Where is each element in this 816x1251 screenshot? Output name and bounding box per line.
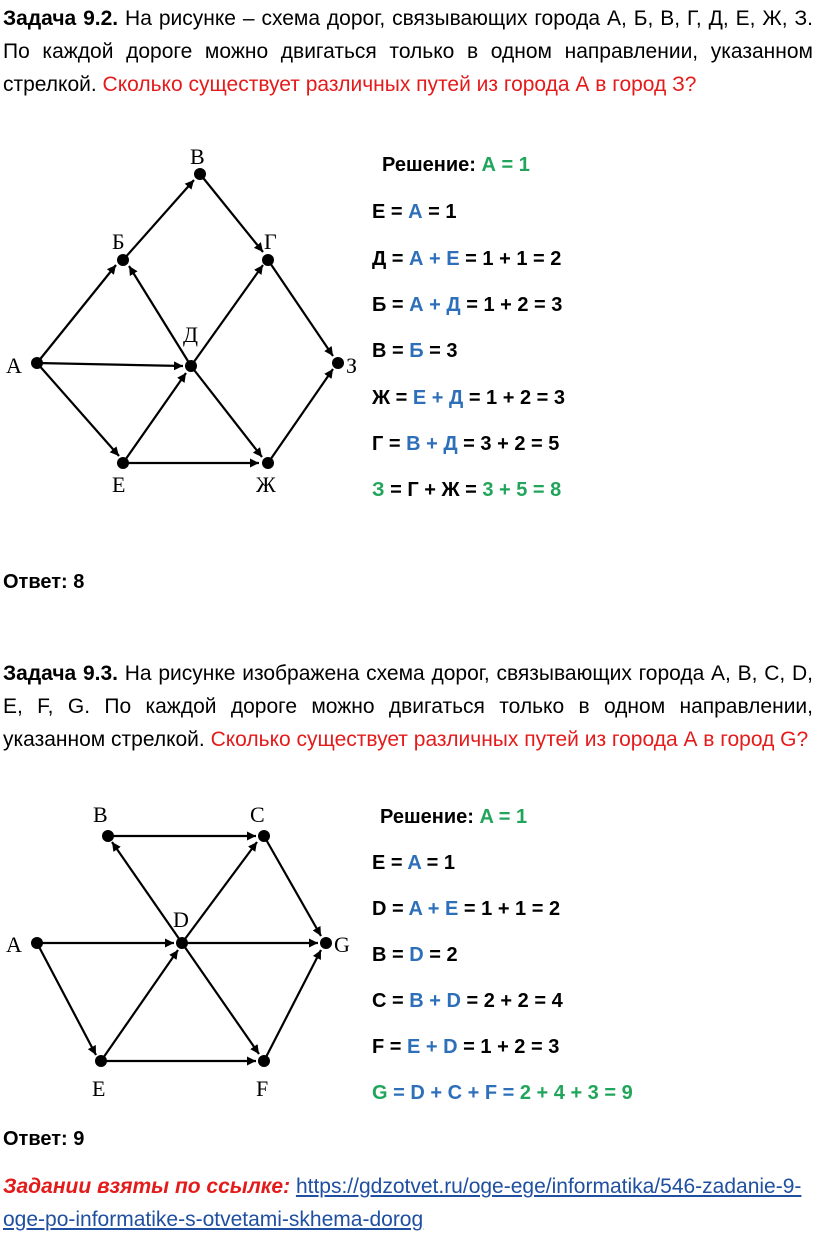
edge-c-g — [264, 836, 321, 936]
source-link[interactable]: https://gdzotvet.ru/oge-ege/informatika/546-zadanie-9-oge-po-informatike-s-otvetami-skhema-dorog — [3, 1175, 802, 1231]
task2-question: Сколько существует различных путей из города А в город G? — [210, 728, 809, 751]
node-e — [95, 1055, 107, 1067]
label-zh: Ж — [256, 472, 276, 497]
task1-step-2: Д = А + Е = 1 + 1 = 2 — [372, 248, 562, 270]
label-z: З — [346, 353, 358, 378]
task1-step-4: В = Б = 3 — [372, 340, 458, 362]
task2-title: Задача 9.3. — [3, 662, 118, 685]
edge-b-v — [123, 180, 194, 260]
task2-step-3: B = D = 2 — [372, 944, 458, 966]
node-a — [31, 357, 43, 369]
task1-solution-header: Решение: А = 1 — [382, 154, 530, 176]
task1-final-step: З = Г + Ж = 3 + 5 = 8 — [372, 479, 562, 501]
node-zh — [262, 457, 274, 469]
task1-answer: Ответ: 8 — [3, 571, 85, 593]
label-g: G — [334, 932, 350, 957]
label-b: Б — [112, 229, 125, 254]
label-a: А — [6, 353, 22, 378]
edge-e-d — [101, 950, 178, 1061]
label-d: Д — [183, 322, 199, 347]
node-a — [31, 937, 43, 949]
node-f — [258, 1055, 270, 1067]
node-b — [102, 830, 114, 842]
label-e: Е — [112, 472, 126, 497]
task1-step-5: Ж = Е + Д = 1 + 2 = 3 — [372, 387, 566, 409]
edge-d-f — [182, 943, 259, 1054]
source-label: Задании взяты по ссылке: — [3, 1175, 296, 1198]
edge-a-b — [37, 265, 116, 363]
edge-zh-z — [268, 369, 333, 463]
label-d: D — [173, 907, 189, 932]
edge-d-b — [129, 266, 191, 366]
node-b — [117, 254, 129, 266]
edge-d-c — [182, 842, 257, 943]
node-c — [258, 830, 270, 842]
task1-step-6: Г = В + Д = 3 + 2 = 5 — [372, 433, 560, 455]
node-z — [332, 357, 344, 369]
task1-title: Задача 9.2. — [3, 7, 119, 30]
node-d — [176, 937, 188, 949]
task2-step-1: E = A = 1 — [372, 852, 456, 874]
task1-step-1: Е = А = 1 — [372, 201, 457, 223]
task1-text: На рисунке – схема дорог, связывающих города А, Б, В, Г, Д, Е, Ж, З. По каждой дороге можно двигаться только в одном направлении, указанном стрелкой. — [3, 7, 813, 96]
label-v: В — [190, 144, 205, 169]
edge-a-e — [37, 363, 119, 456]
edge-d-b — [112, 842, 182, 943]
label-b: B — [93, 802, 108, 827]
edge-f-g — [264, 950, 321, 1061]
node-g — [320, 937, 332, 949]
label-g: Г — [264, 229, 277, 254]
edge-e-d — [123, 373, 186, 463]
label-c: C — [250, 802, 265, 827]
node-e — [117, 457, 129, 469]
task2-answer: Ответ: 9 — [3, 1128, 85, 1150]
task2-statement — [3, 657, 813, 756]
label-a: A — [6, 932, 22, 957]
task2-text: На рисунке изображена схема дорог, связывающих города A, B, C, D, E, F, G. По каждой дороге можно двигаться только в одном направлении, указанном стрелкой. — [3, 662, 813, 751]
node-g — [262, 254, 274, 266]
task1-question: Сколько существует различных путей из города А в город З? — [102, 73, 697, 96]
task1-statement — [3, 2, 813, 101]
road-graph-1 — [0, 140, 370, 500]
edge-d-g — [191, 265, 263, 366]
node-v — [194, 168, 206, 180]
edge-g-z — [268, 260, 333, 356]
task2-step-2: D = A + E = 1 + 1 = 2 — [372, 898, 561, 920]
road-graph-2 — [0, 800, 370, 1110]
node-d — [185, 360, 197, 372]
edge-d-zh — [191, 366, 262, 457]
task2-final-step: G = D + C + F = 2 + 4 + 3 = 9 — [372, 1082, 633, 1104]
edge-v-g — [200, 174, 263, 252]
label-e: E — [92, 1076, 106, 1101]
task2-solution-header: Решение: A = 1 — [380, 806, 528, 828]
task1-step-3: Б = А + Д = 1 + 2 = 3 — [372, 294, 563, 316]
task2-step-4: C = B + D = 2 + 2 = 4 — [372, 990, 563, 1012]
edge-a-e — [37, 943, 96, 1055]
source-line — [3, 1170, 813, 1236]
label-f: F — [256, 1076, 269, 1101]
edge-a-d — [37, 363, 183, 366]
task2-step-5: F = E + D = 1 + 2 = 3 — [372, 1036, 560, 1058]
